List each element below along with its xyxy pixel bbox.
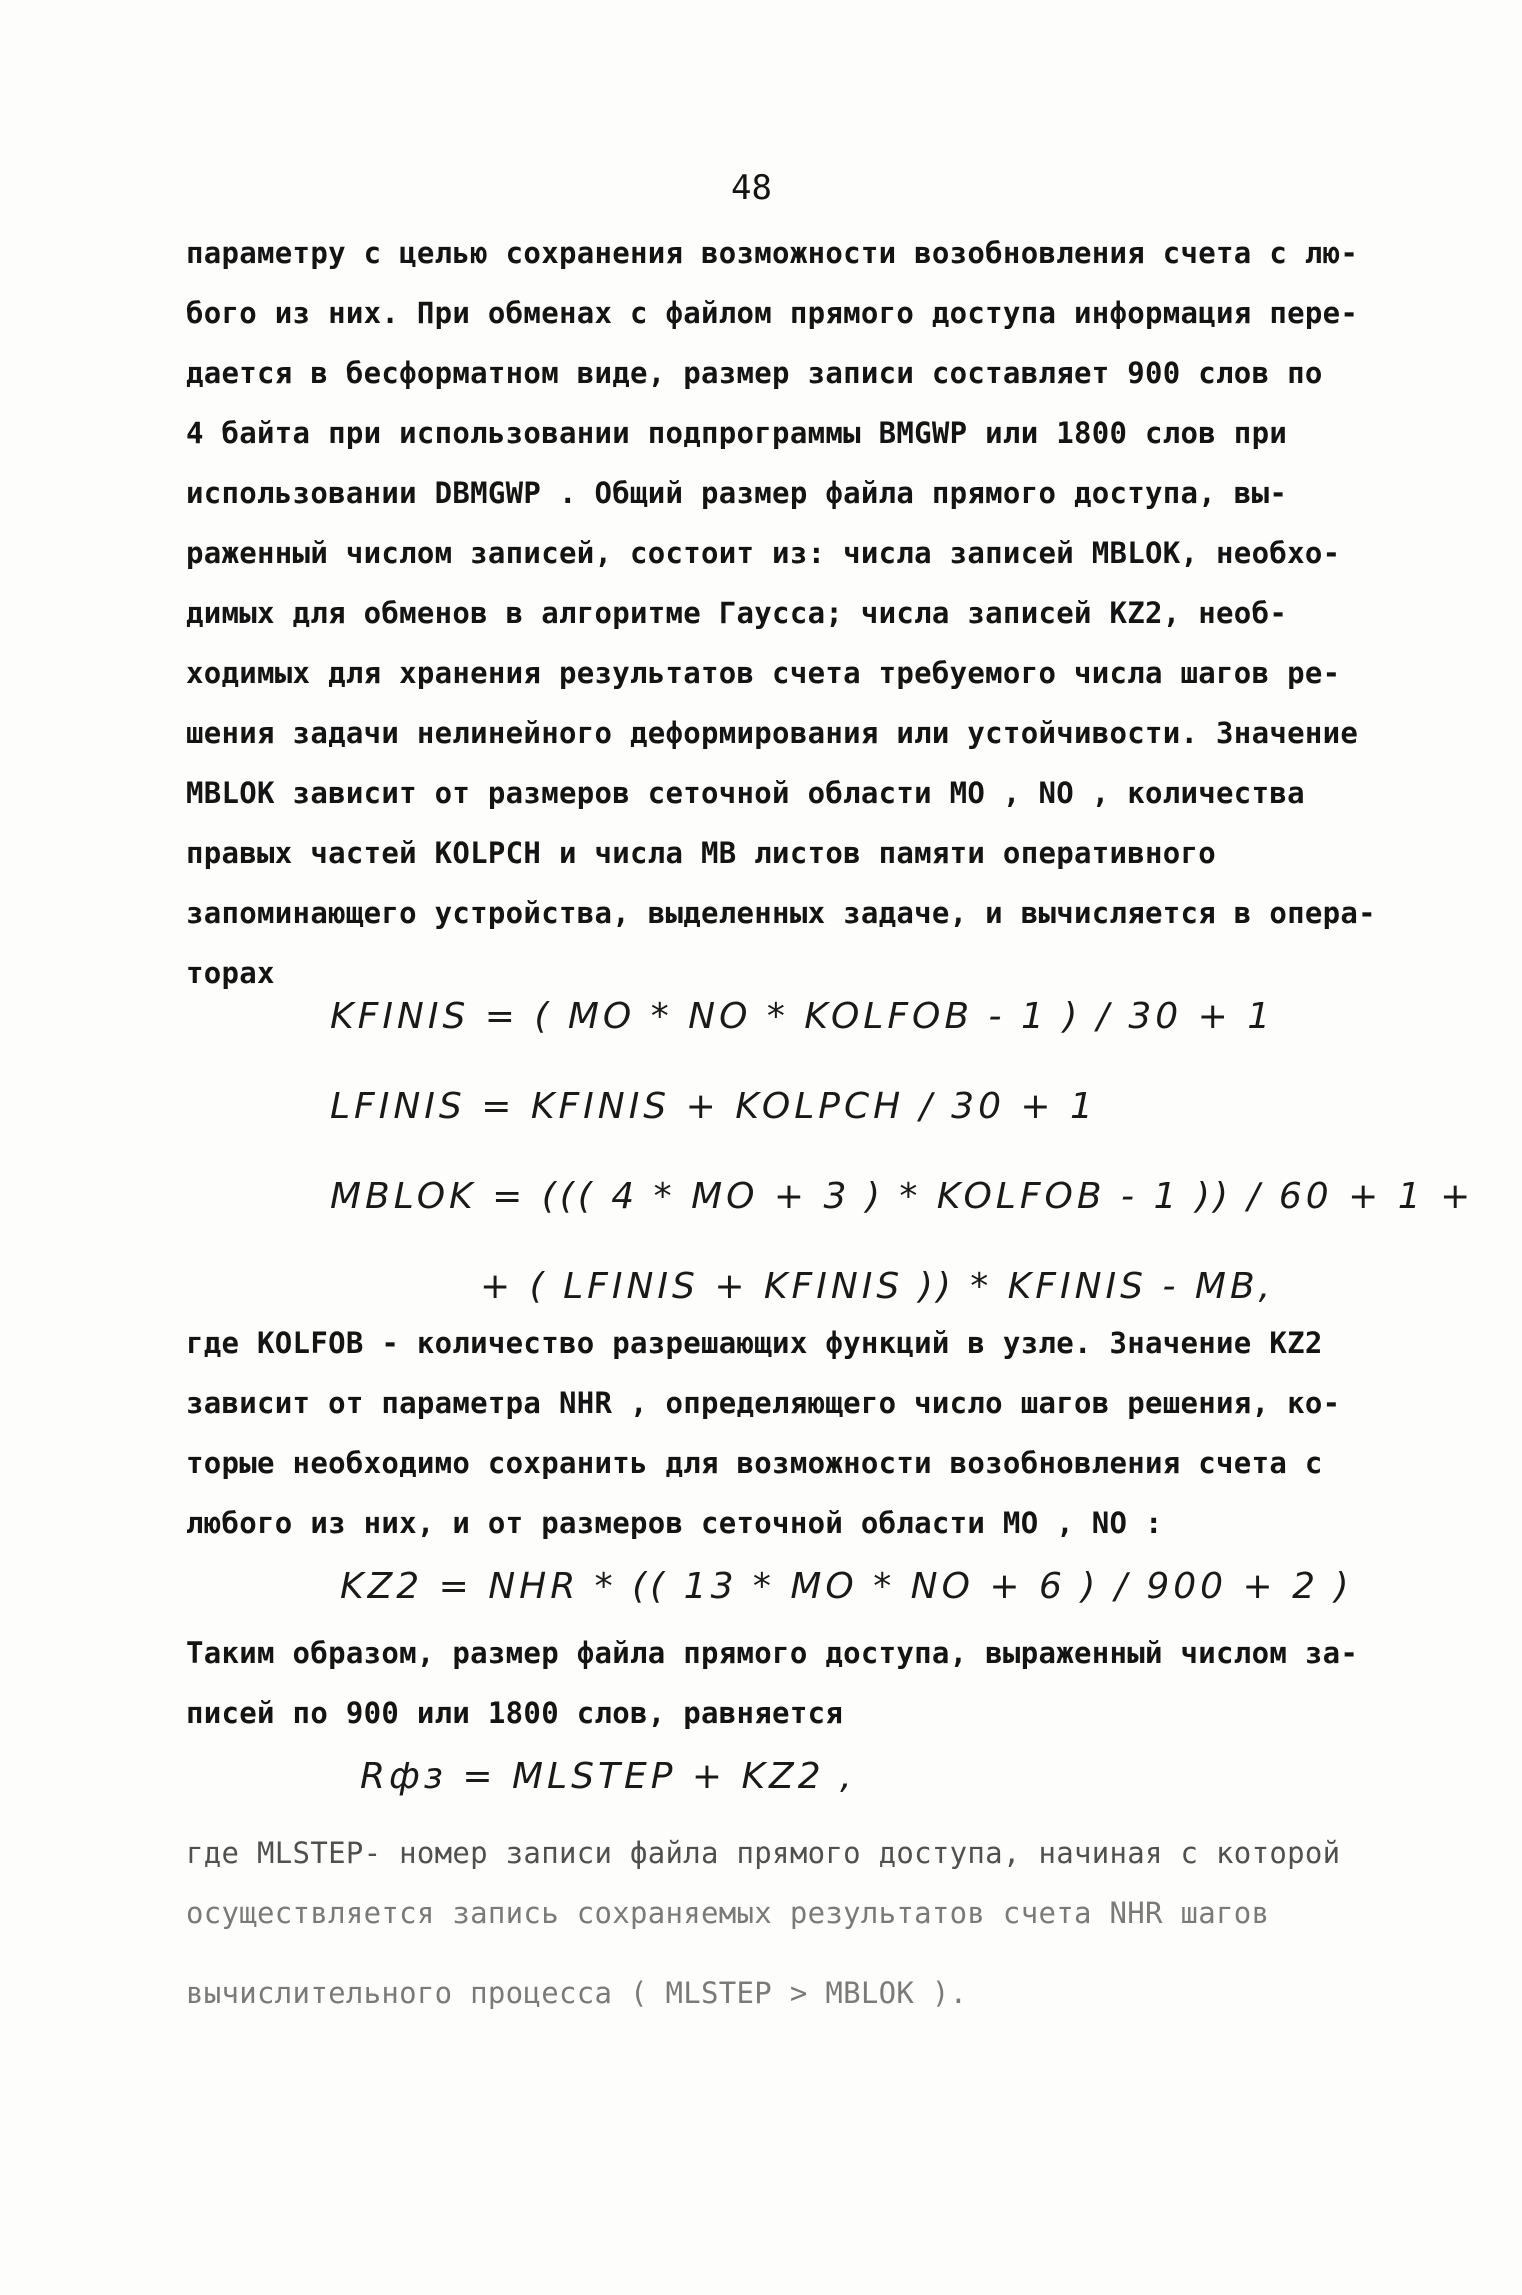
text-line: писей по 900 или 1800 слов, равняется (186, 1696, 844, 1730)
text-line: где MLSTEP- номер записи файла прямого доступа, начиная с которой (186, 1836, 1341, 1870)
text-line: Таким образом, размер файла прямого доступа, выраженный числом за- (186, 1636, 1359, 1670)
text-line: осуществляется запись сохраняемых результатов счета NHR шагов (186, 1896, 1270, 1930)
text-line: вычислительного процесса ( MLSTEP > MBLOK ). (186, 1976, 968, 2010)
text-line: бого из них. При обменах с файлом прямого доступа информация пере- (186, 296, 1359, 330)
text-line: торые необходимо сохранить для возможности возобновления счета с (186, 1446, 1323, 1480)
formula-kfinis: KFINIS = ( MO * NO * KOLFOB - 1 ) / 30 + 1 (330, 996, 1275, 1037)
formula-rfz: Rфз = MLSTEP + KZ2 , (360, 1756, 856, 1797)
text-line: 4 байта при использовании подпрограммы BMGWP или 1800 слов при (186, 416, 1288, 450)
formula-mblok-continued: + ( LFINIS + KFINIS )) * KFINIS - MB, (480, 1266, 1275, 1307)
text-line: дается в бесформатном виде, размер записи составляет 900 слов по (186, 356, 1323, 390)
text-line: правых частей KOLPCH и числа MB листов памяти оперативного (186, 836, 1217, 870)
text-line: любого из них, и от размеров сеточной области MO , NO : (186, 1506, 1163, 1540)
formula-mblok: MBLOK = ((( 4 * MO + 3 ) * KOLFOB - 1 )) / 60 + 1 + (330, 1176, 1475, 1217)
text-line: шения задачи нелинейного деформирования или устойчивости. Значение (186, 716, 1359, 750)
page-number: 48 (731, 168, 772, 208)
text-line: торах (186, 956, 275, 990)
text-line: использовании DBMGWP . Общий размер файла прямого доступа, вы- (186, 476, 1288, 510)
text-line: параметру с целью сохранения возможности возобновления счета с лю- (186, 236, 1359, 270)
text-line: запоминающего устройства, выделенных задаче, и вычисляется в опера- (186, 896, 1376, 930)
formula-lfinis: LFINIS = KFINIS + KOLPCH / 30 + 1 (330, 1086, 1097, 1127)
text-line: димых для обменов в алгоритме Гаусса; числа записей KZ2, необ- (186, 596, 1288, 630)
text-line: ходимых для хранения результатов счета требуемого числа шагов ре- (186, 656, 1341, 690)
text-line: MBLOK зависит от размеров сеточной области MO , NO , количества (186, 776, 1305, 810)
formula-kz2: KZ2 = NHR * (( 13 * MO * NO + 6 ) / 900 + 2 ) (340, 1566, 1353, 1607)
text-line: зависит от параметра NHR , определяющего число шагов решения, ко- (186, 1386, 1341, 1420)
text-line: где KOLFOB - количество разрешающих функций в узле. Значение KZ2 (186, 1326, 1323, 1360)
text-line: раженный числом записей, состоит из: числа записей MBLOK, необхо- (186, 536, 1341, 570)
